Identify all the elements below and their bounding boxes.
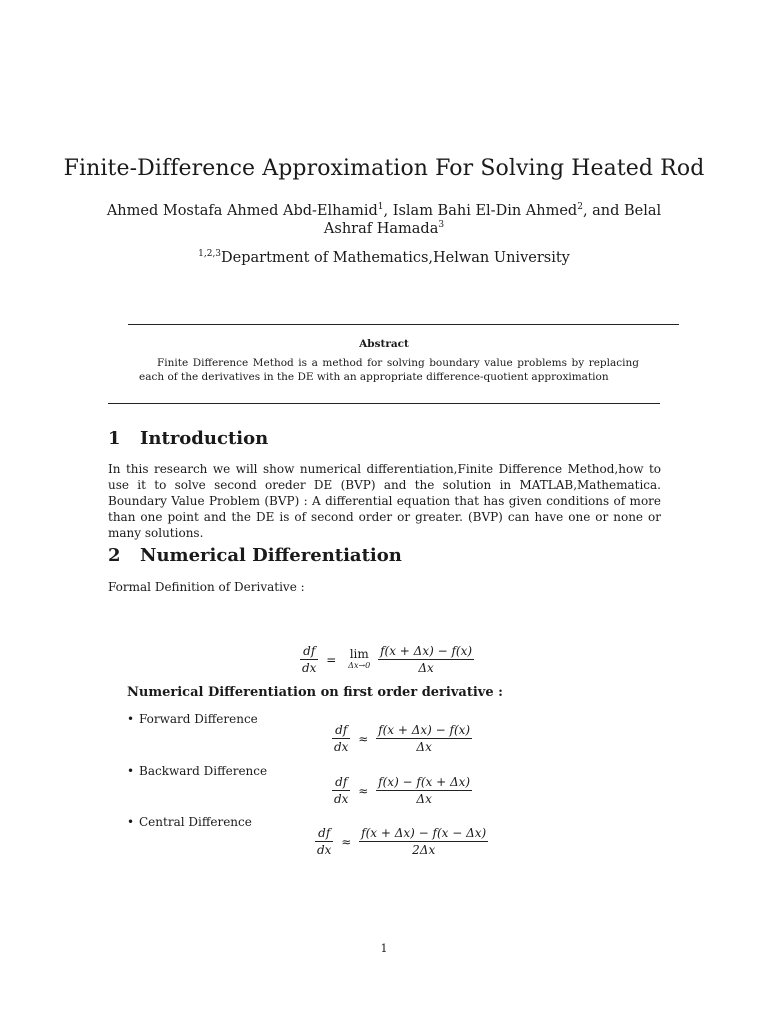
affiliation: [0, 250, 768, 266]
bullet-icon: •: [127, 815, 135, 829]
affiliation-text: Department of Mathematics,Helwan University: [221, 250, 570, 266]
author-name: , Islam Bahi El-Din Ahmed: [383, 203, 578, 219]
derivative-definition-equation: [300, 644, 474, 675]
difference-quotient: $\frac{f(x + \Delta x) - f(x)}{\Delta x}$: [380, 644, 473, 675]
abstract-heading: Abstract: [359, 338, 409, 350]
derivative-fraction: $\frac{df}{dx}$: [302, 644, 317, 675]
affiliation-superscript: 1,2,3: [198, 249, 222, 259]
forward-difference-equation: $\frac{df}{dx}$ ≈ $\frac{f(x + \Delta x) - f(x)}{\Delta x}$: [334, 723, 471, 754]
abstract-body: Finite Difference Method is a method for solving boundary value problems by replacing each of the derivatives in the DE with an appropriate difference-quotient approximation: [139, 357, 639, 383]
backward-difference-equation: $\frac{df}{dx}$ ≈ $\frac{f(x) - f(x + \Delta x)}{\Delta x}$: [334, 775, 471, 806]
author-superscript: 2: [577, 202, 583, 212]
bullet-backward-difference: [127, 764, 267, 778]
section-number: 2: [108, 545, 121, 566]
page-number: 1: [380, 942, 388, 955]
bullet-label: Backward Difference: [139, 764, 268, 778]
section-number: 1: [108, 428, 121, 449]
section-heading-numerical-differentiation: [108, 545, 402, 566]
author-name: Ahmed Mostafa Ahmed Abd-Elhamid: [106, 203, 378, 219]
introduction-paragraph: In this research we will show numerical differentiation,Finite Difference Method,how to use it to solve second oreder DE (BVP) and the solution in MATLAB,Mathematica. Boundary Value Problem (BVP) : A differential equation that has given conditions of more than one point and the DE is of second order or greater. (BVP) can have one or none or many solutions.: [108, 462, 661, 540]
paper-title: Finite-Difference Approximation For Solving Heated Rod: [63, 156, 705, 181]
author-superscript: 3: [438, 220, 445, 230]
formal-definition-label: Formal Definition of Derivative :: [108, 580, 305, 594]
equals-sign: =: [326, 652, 337, 667]
bullet-icon: •: [127, 764, 135, 778]
author-name: , and Belal Ashraf Hamada: [323, 203, 662, 237]
bullet-central-difference: [127, 815, 252, 829]
abstract-top-rule: [128, 324, 679, 325]
bullet-label: Forward Difference: [139, 712, 258, 726]
abstract-bottom-rule: [108, 403, 660, 404]
section-title: Introduction: [140, 428, 269, 449]
bullet-forward-difference: [127, 712, 258, 726]
central-difference-equation: $\frac{df}{dx}$ ≈ $\frac{f(x + \Delta x) - f(x - \Delta x)}{2\Delta x}$: [317, 826, 487, 857]
author-superscript: 1: [377, 202, 384, 212]
limit-operator: lim Δx→0: [348, 646, 371, 670]
bullet-icon: •: [127, 712, 135, 726]
section-title: Numerical Differentiation: [140, 545, 402, 566]
section-heading-introduction: [108, 428, 268, 449]
bullet-label: Central Difference: [139, 815, 252, 829]
author-list: [100, 202, 668, 238]
subsection-heading: Numerical Differentiation on first order derivative :: [127, 685, 503, 700]
